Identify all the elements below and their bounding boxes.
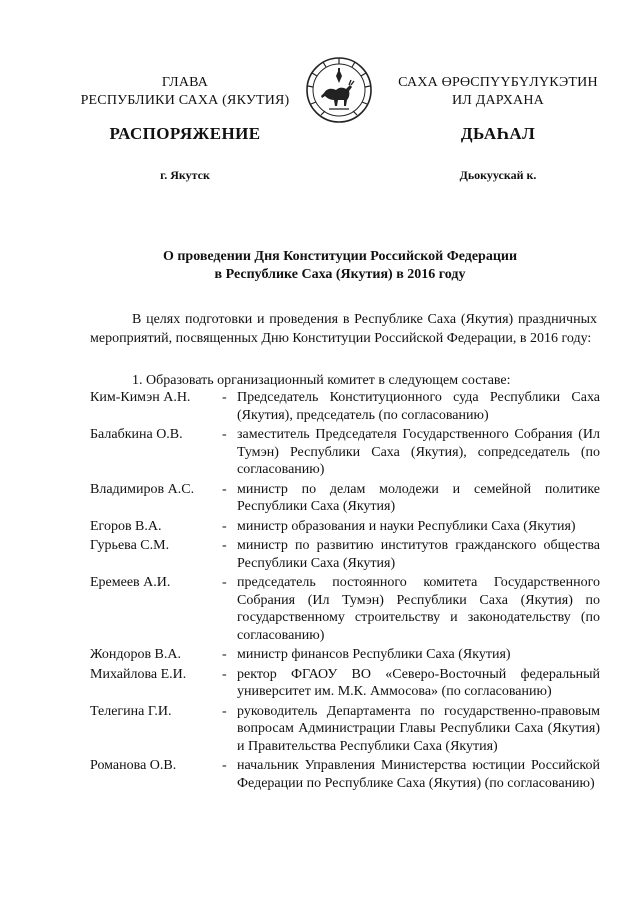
member-position: Председатель Конституционного суда Республики Саха (Якутия), председатель (по согласованию) — [237, 390, 600, 423]
doc-type-russian: РАСПОРЯЖЕНИЕ — [109, 124, 261, 143]
member-position: ректор ФГАОУ ВО «Северо-Восточный федеральный университет им. М.К. Аммосова» (по согласованию) — [237, 666, 600, 699]
header-right-authority — [378, 74, 618, 110]
member-name: Гурьева С.М. — [90, 538, 170, 553]
city-russian: г. Якутск — [160, 168, 210, 182]
member-name: Балабкина О.В. — [90, 427, 183, 442]
member-dash: - — [222, 703, 227, 719]
committee-member-row — [90, 574, 600, 644]
member-name: Романова О.В. — [90, 758, 177, 773]
member-dash: - — [222, 758, 227, 773]
committee-member-row — [90, 389, 600, 424]
member-name: Телегина Г.И. — [90, 703, 172, 719]
doc-type-yakut: ДЬАҺАЛ — [460, 124, 536, 143]
member-position: руководитель Департамента по государственно-правовым вопросам Администрации Главы Республики Саха (Якутия) и Правительства Республики Саха (Якутия) — [237, 703, 600, 754]
member-position: председатель постоянного комитета Государственного Собрания (Ил Тумэн) Республики Саха (Якутия) по государственному строительству и законодательству (по согласованию) — [237, 575, 600, 643]
member-position: заместитель Председателя Государственного Собрания (Ил Тумэн) Республики Саха (Якутия), сопредседатель (по согласованию) — [237, 427, 600, 477]
member-name: Егоров В.А. — [90, 518, 162, 534]
title-line1: О проведении Дня Конституции Российской Федерации — [162, 249, 518, 264]
committee-member-list — [90, 389, 600, 794]
coat-of-arms-emblem-icon — [305, 56, 373, 124]
header-right-line2: ИЛ ДАРХАНА — [451, 93, 544, 108]
header-right-line1: САХА ӨРӨСПҮҮБҮЛҮКЭТИН — [398, 75, 598, 90]
member-dash: - — [222, 575, 227, 590]
member-dash: - — [222, 427, 227, 442]
committee-member-row — [90, 481, 600, 516]
city-yakut: Дьокуускай к. — [459, 168, 537, 182]
member-position: министр по развитию институтов гражданского общества Республики Саха (Якутия) — [237, 538, 600, 571]
header-left-authority — [70, 74, 300, 110]
member-dash: - — [222, 666, 227, 682]
item-1-paragraph: 1. Образовать организационный комитет в следующем составе: — [132, 373, 511, 388]
committee-member-row — [90, 703, 600, 756]
member-dash: - — [222, 538, 227, 553]
member-name: Жондоров В.А. — [90, 647, 182, 662]
committee-member-row — [90, 646, 600, 664]
member-dash: - — [222, 390, 227, 405]
member-position: министр финансов Республики Саха (Якутия) — [237, 647, 511, 662]
member-dash: - — [222, 518, 227, 534]
committee-member-row — [90, 426, 600, 479]
title-line2: в Республике Саха (Якутия) в 2016 году — [214, 267, 466, 282]
committee-member-row — [90, 666, 600, 701]
member-name: Михайлова Е.И. — [90, 666, 187, 682]
member-dash: - — [222, 481, 227, 497]
member-dash: - — [222, 647, 227, 662]
document-title — [80, 248, 600, 284]
committee-member-row — [90, 518, 600, 536]
header-left-line2: РЕСПУБЛИКИ САХА (ЯКУТИЯ) — [80, 93, 290, 108]
member-name: Ким-Кимэн А.Н. — [90, 390, 191, 405]
intro-paragraph: В целях подготовки и проведения в Республике Саха (Якутия) праздничных мероприятий, посвященных Дню Конституции Российской Федерации, в 2016 году: — [90, 312, 597, 346]
committee-member-row — [90, 757, 600, 792]
member-position: начальник Управления Министерства юстиции Российской Федерации по Республике Саха (Якутия) (по согласованию) — [237, 758, 600, 791]
member-position: министр по делам молодежи и семейной политике Республики Саха (Якутия) — [237, 481, 600, 514]
member-name: Владимиров А.С. — [90, 481, 195, 497]
committee-member-row — [90, 537, 600, 572]
member-position: министр образования и науки Республики Саха (Якутия) — [237, 518, 576, 534]
member-name: Еремеев А.И. — [90, 575, 171, 590]
header-left-line1: ГЛАВА — [161, 75, 209, 90]
